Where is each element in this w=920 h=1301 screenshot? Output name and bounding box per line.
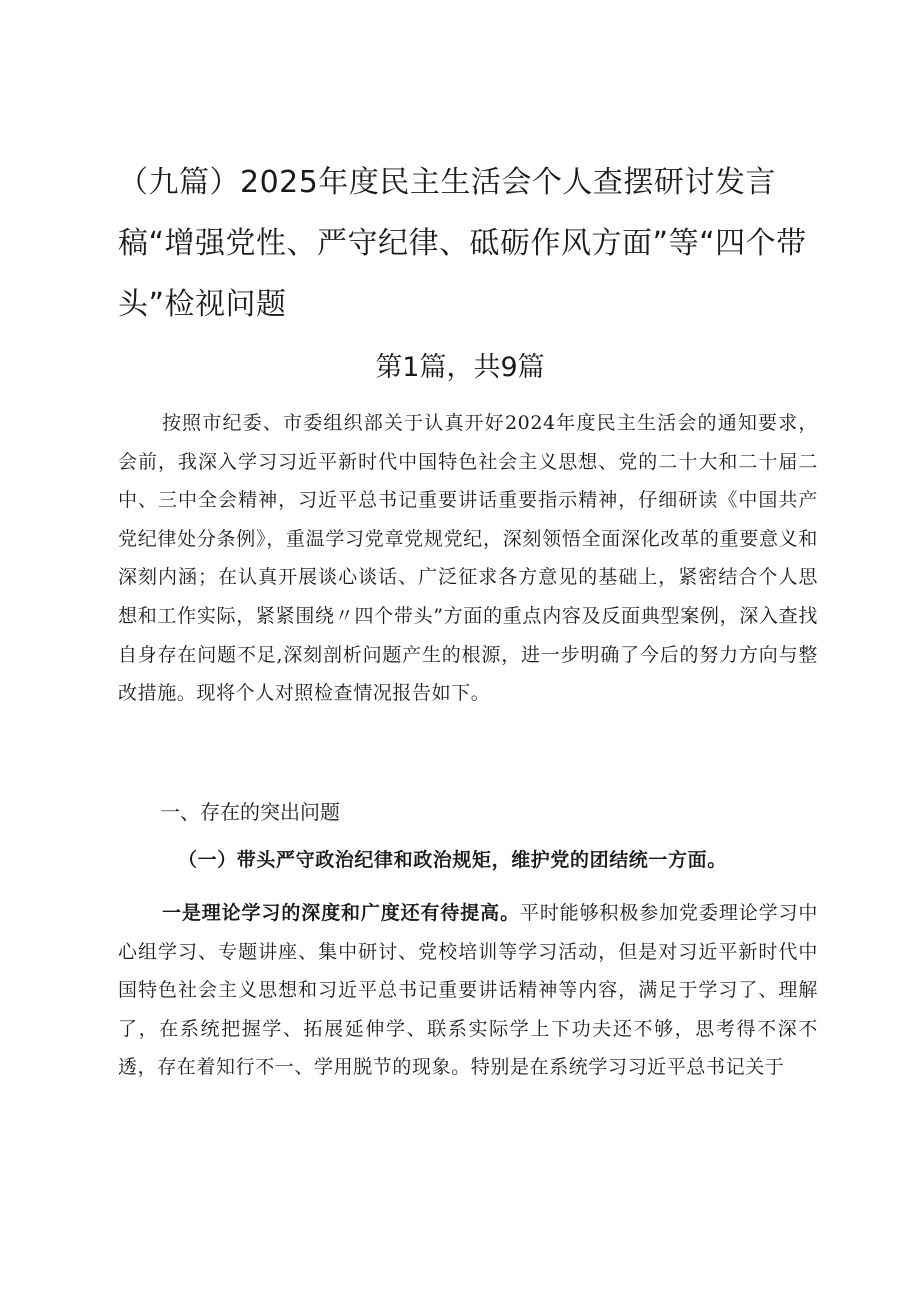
document-title: （九篇）2025年度民主生活会个人查摆研讨发言稿“增强党性、严守纪律、砥砺作风方面”等“四个带头”检视问题 (118, 165, 807, 322)
body-paragraph (118, 894, 818, 1087)
heading-level-2: （一）带头严守政治纪律和政治规矩，维护党的团结统一方面。 (178, 849, 727, 871)
section-heading: 第1篇，共9篇 (375, 352, 545, 383)
paragraph-lead-sentence: 一是理论学习的深度和广度还有待提高。 (162, 902, 520, 924)
heading-level-1: 一、存在的突出问题 (160, 800, 340, 824)
paragraph-body-text: 平时能够积极参加党委理论学习中心组学习、专题讲座、集中研讨、党校培训等学习活动，但是对习近平新时代中国特色社会主义思想和习近平总书记重要讲话精神等内容，满足于学习了、理解了，在系统把握学、拓展延伸学、联系实际学上下功夫还不够，思考得不深不透，存在着知行不一、学用脱节的现象。特别是在系统学习习近平总书记关于 (118, 902, 818, 1079)
intro-paragraph: 按照市纪委、市委组织部关于认真开好2024年度民主生活会的通知要求，会前，我深入学习习近平新时代中国特色社会主义思想、党的二十大和二十届二中、三中全会精神，习近平总书记重要讲话重要指示精神，仔细研读《中国共产党纪律处分条例》，重温学习党章党规党纪，深刻领悟全面深化改革的重要意义和深刻内涵；在认真开展谈心谈话、广泛征求各方意见的基础上，紧密结合个人思想和工作实际，紧紧围绕〃四个带头”方面的重点内容及反面典型案例，深入查找自身存在问题不足,深刻剖析问题产生的根源，进一步明确了今后的努力方向与整改措施。现将个人对照检查情况报告如下。 (118, 412, 818, 705)
